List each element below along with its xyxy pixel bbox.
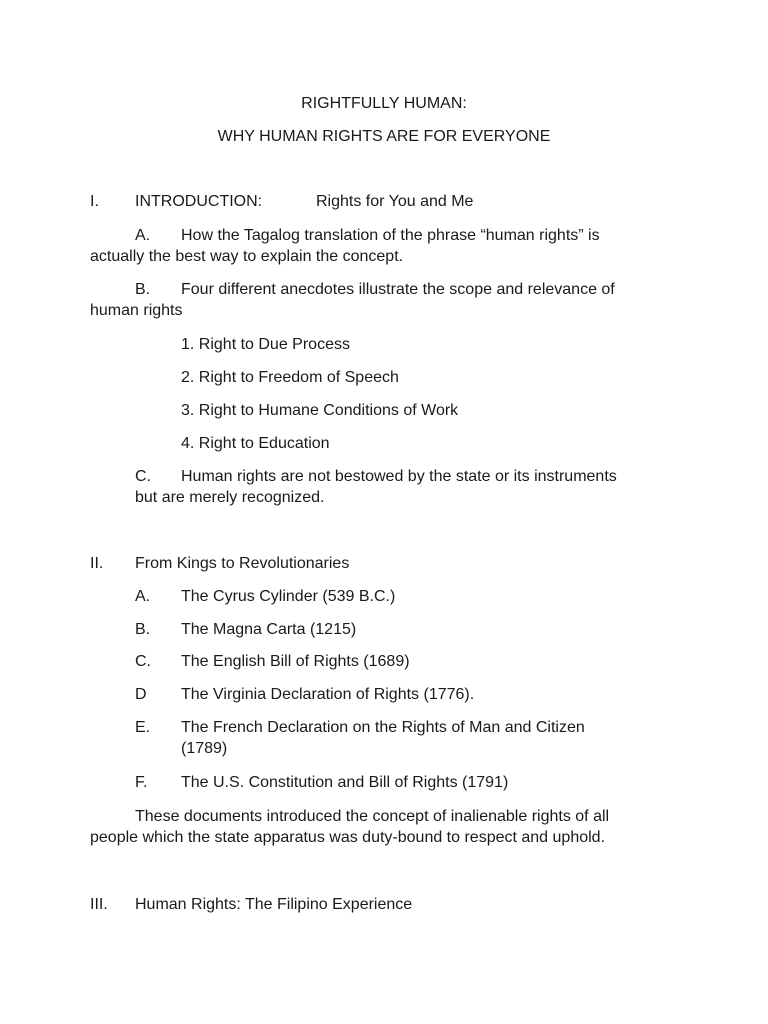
section-3-numeral: III.	[90, 896, 108, 913]
section-1-item-c-letter: C.	[135, 468, 151, 485]
document-item-letter: C.	[135, 653, 151, 670]
section-2-summary-line1: These documents introduced the concept of inalienable rights of all	[135, 808, 610, 825]
document-item-letter: B.	[135, 621, 151, 638]
section-1-heading: INTRODUCTION:	[135, 193, 263, 210]
section-1-item-a-line2: actually the best way to explain the concept.	[90, 248, 404, 265]
section-1-subheading: Rights for You and Me	[316, 193, 474, 210]
document-item-text: The U.S. Constitution and Bill of Rights (1791)	[181, 774, 509, 791]
document-title: RIGHTFULLY HUMAN:	[301, 95, 467, 112]
section-3-heading: Human Rights: The Filipino Experience	[135, 896, 413, 913]
section-2-heading: From Kings to Revolutionaries	[135, 555, 350, 572]
document-item-text: The Cyrus Cylinder (539 B.C.)	[181, 588, 396, 605]
document-item-text: The Virginia Declaration of Rights (1776).	[181, 686, 475, 703]
section-1-item-b-line2: human rights	[90, 302, 183, 319]
document-item-letter: F.	[135, 774, 148, 791]
section-1-item-a-line1: How the Tagalog translation of the phrase “human rights” is	[181, 227, 600, 244]
section-1-numeral: I.	[90, 193, 99, 210]
section-2-numeral: II.	[90, 555, 104, 572]
document-item-letter: A.	[135, 588, 151, 605]
document-subtitle: WHY HUMAN RIGHTS ARE FOR EVERYONE	[217, 128, 551, 145]
document-item-text: The French Declaration on the Rights of Man and Citizen	[181, 719, 585, 736]
document-item-letter: D	[135, 686, 147, 703]
document-item-letter: E.	[135, 719, 151, 736]
document-item-text: The English Bill of Rights (1689)	[181, 653, 410, 670]
section-2-summary-line2: people which the state apparatus was duty-bound to respect and uphold.	[90, 829, 606, 846]
right-item: 2. Right to Freedom of Speech	[181, 369, 399, 386]
section-1-item-a-letter: A.	[135, 227, 151, 244]
right-item: 3. Right to Humane Conditions of Work	[181, 402, 459, 419]
document-item-text-continued: (1789)	[181, 740, 228, 757]
right-item: 4. Right to Education	[181, 435, 330, 452]
section-1-item-b-line1: Four different anecdotes illustrate the scope and relevance of	[181, 281, 615, 298]
document-item-text: The Magna Carta (1215)	[181, 621, 357, 638]
section-1-item-c-line1: Human rights are not bestowed by the state or its instruments	[181, 468, 617, 485]
right-item: 1. Right to Due Process	[181, 336, 350, 353]
section-1-item-b-letter: B.	[135, 281, 151, 298]
section-1-item-c-line2: but are merely recognized.	[135, 489, 325, 506]
